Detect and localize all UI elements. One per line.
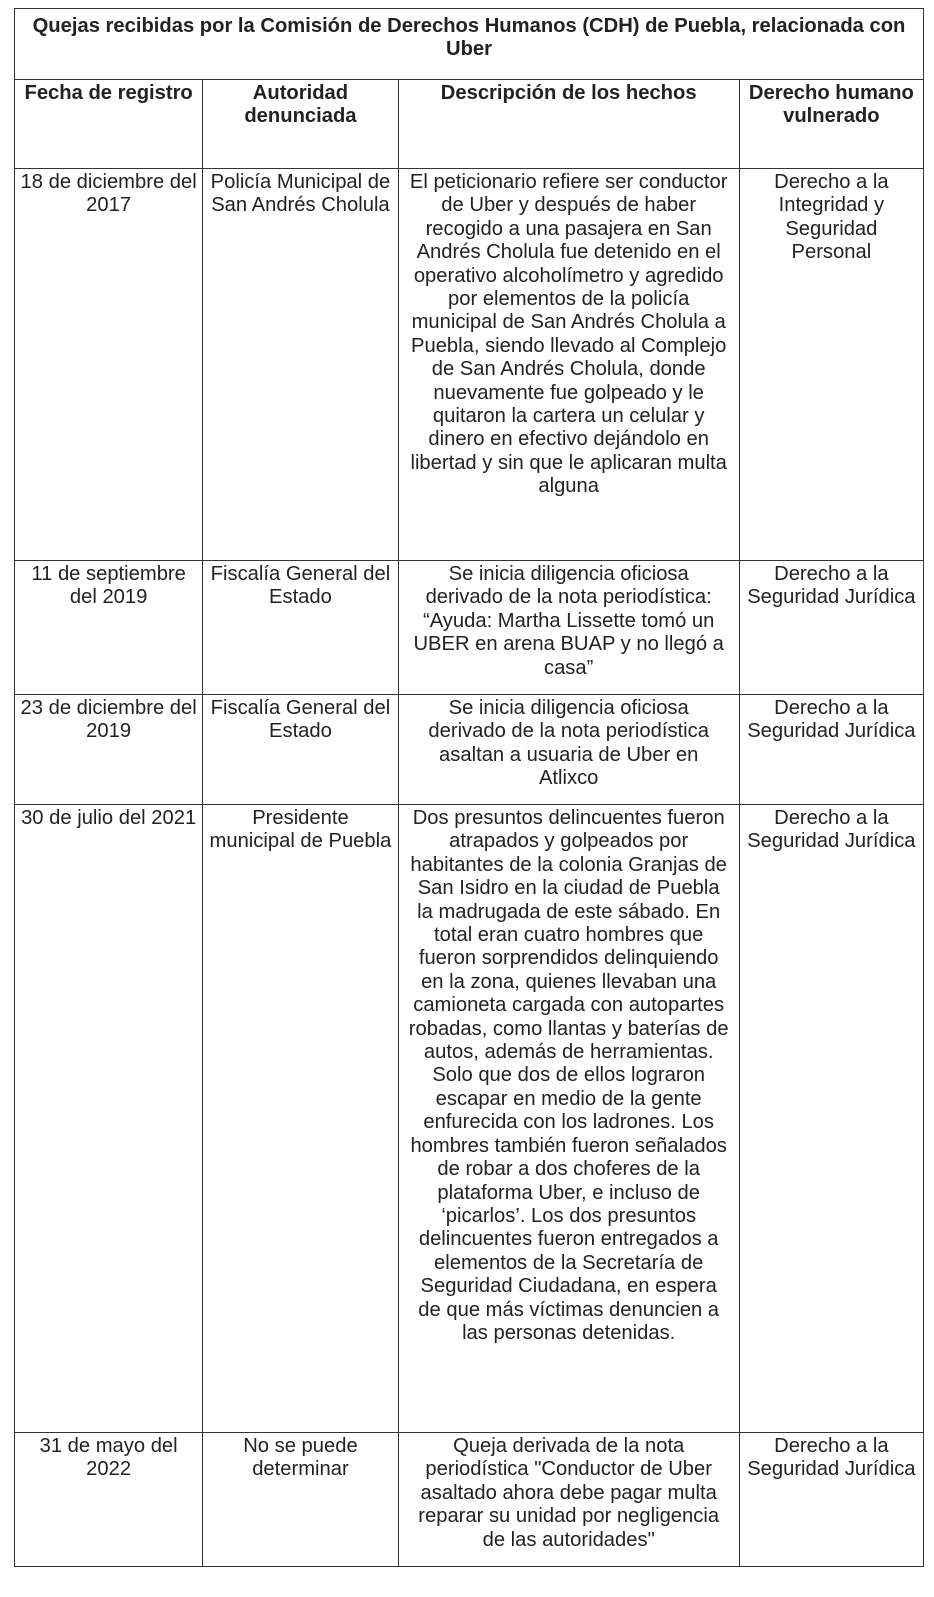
cell-derecho: Derecho a la Seguridad Jurídica xyxy=(739,561,923,695)
header-derecho: Derecho humano vulnerado xyxy=(739,80,923,169)
cell-descripcion: Dos presuntos delincuentes fueron atrapados y golpeados por habitantes de la colonia Granjas de San Isidro en la ciudad de Puebla la madrugada de este sábado. En total eran cuatro hombres que fueron sorprendidos delinquiendo en la zona, quienes llevaban una camioneta cargada con autopartes robadas, como llantas y baterías de autos, además de herramientas. Solo que dos de ellos lograron escapar en medio de la gente enfurecida con los ladrones. Los hombres también fueron señalados de robar a dos choferes de la plataforma Uber, e incluso de ‘picarlos’. Los dos presuntos delincuentes fueron entregados a elementos de la Secretaría de Seguridad Ciudadana, en espera de que más víctimas denuncien a las personas detenidas. xyxy=(398,805,739,1433)
table-row xyxy=(15,1433,924,1567)
cell-descripcion: Se inicia diligencia oficiosa derivado de la nota periodística asaltan a usuaria de Uber en Atlixco xyxy=(398,695,739,805)
header-autoridad: Autoridad denunciada xyxy=(203,80,398,169)
cell-derecho: Derecho a la Seguridad Jurídica xyxy=(739,1433,923,1567)
table-row xyxy=(15,695,924,805)
header-descripcion: Descripción de los hechos xyxy=(398,80,739,169)
table-title: Quejas recibidas por la Comisión de Derechos Humanos (CDH) de Puebla, relacionada con Uber xyxy=(15,9,924,80)
table-row xyxy=(15,169,924,561)
table-title-row xyxy=(15,9,924,80)
cell-descripcion: El peticionario refiere ser conductor de Uber y después de haber recogido a una pasajera en San Andrés Cholula fue detenido en el operativo alcoholímetro y agredido por elementos de la policía municipal de San Andrés Cholula a Puebla, siendo llevado al Complejo de San Andrés Cholula, donde nuevamente fue golpeado y le quitaron la cartera un celular y dinero en efectivo dejándolo en libertad y sin que le aplicaran multa alguna xyxy=(398,169,739,561)
cell-derecho: Derecho a la Seguridad Jurídica xyxy=(739,695,923,805)
cell-derecho: Derecho a la Integridad y Seguridad Personal xyxy=(739,169,923,561)
cell-descripcion: Queja derivada de la nota periodística "Conductor de Uber asaltado ahora debe pagar multa reparar su unidad por negligencia de las autoridades" xyxy=(398,1433,739,1567)
complaints-table-container xyxy=(14,8,924,1567)
table-row xyxy=(15,561,924,695)
cell-autoridad: Fiscalía General del Estado xyxy=(203,561,398,695)
complaints-table xyxy=(14,8,924,1567)
table-row xyxy=(15,805,924,1433)
cell-fecha: 31 de mayo del 2022 xyxy=(15,1433,203,1567)
cell-fecha: 18 de diciembre del 2017 xyxy=(15,169,203,561)
table-header-row xyxy=(15,80,924,169)
cell-autoridad: No se puede determinar xyxy=(203,1433,398,1567)
header-fecha: Fecha de registro xyxy=(15,80,203,169)
cell-descripcion: Se inicia diligencia oficiosa derivado de la nota periodística: “Ayuda: Martha Lissette tomó un UBER en arena BUAP y no llegó a casa” xyxy=(398,561,739,695)
cell-derecho: Derecho a la Seguridad Jurídica xyxy=(739,805,923,1433)
cell-autoridad: Policía Municipal de San Andrés Cholula xyxy=(203,169,398,561)
cell-autoridad: Fiscalía General del Estado xyxy=(203,695,398,805)
cell-autoridad: Presidente municipal de Puebla xyxy=(203,805,398,1433)
cell-fecha: 30 de julio del 2021 xyxy=(15,805,203,1433)
cell-fecha: 23 de diciembre del 2019 xyxy=(15,695,203,805)
cell-fecha: 11 de septiembre del 2019 xyxy=(15,561,203,695)
